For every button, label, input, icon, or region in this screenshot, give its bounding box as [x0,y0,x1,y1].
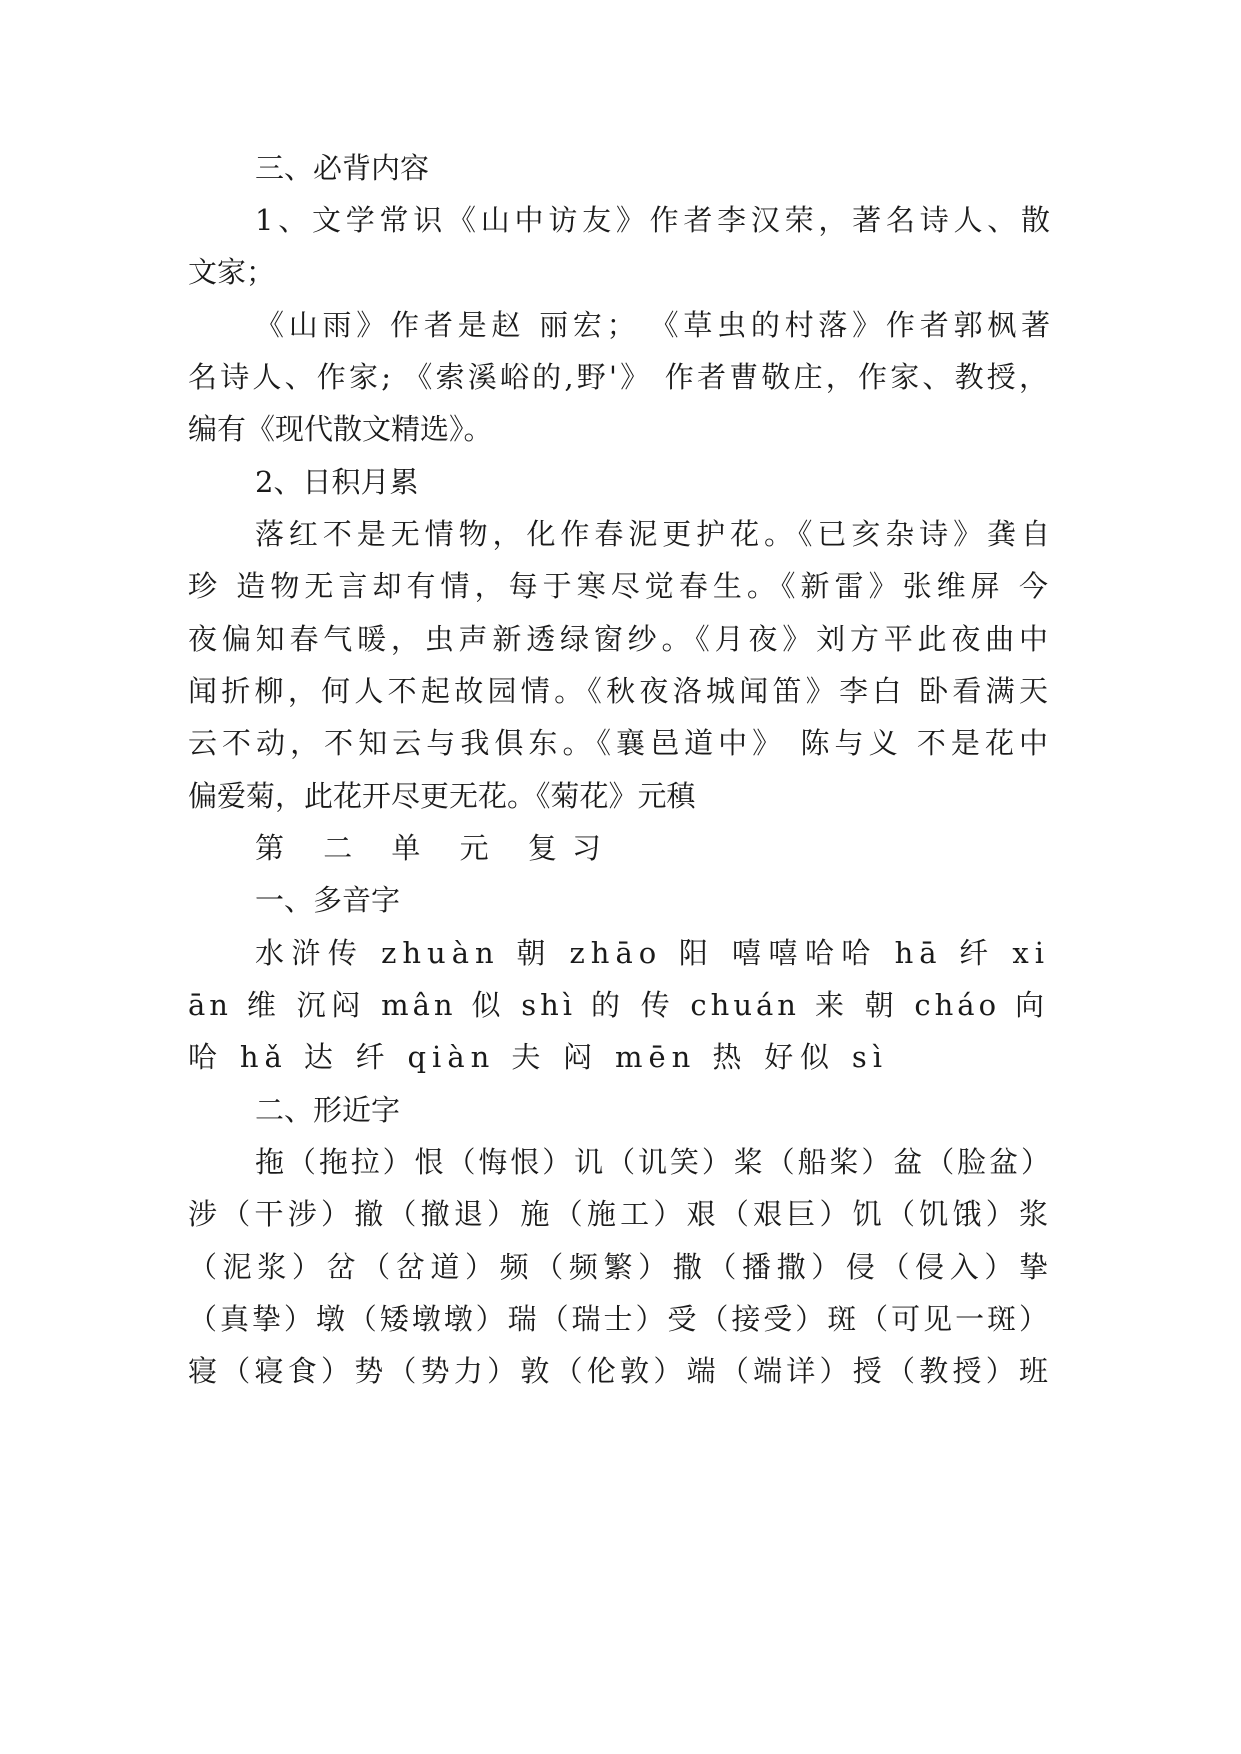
poem-line: 夜偏知春气暖，虫声新透绿窗纱。《月夜》刘方平此夜曲中 [188,622,1048,656]
section-heading-similar-characters: 二、形近字 [255,1093,401,1127]
section-heading-polyphones: 一、多音字 [255,883,401,917]
paragraph-line: 1、文学常识《山中访友》作者李汉荣，著名诗人、散 [255,203,1050,237]
poem-line: 落红不是无情物，化作春泥更护花。《已亥杂诗》龚自 [255,517,1050,551]
paragraph-line: 《山雨》作者是赵 丽宏； 《草虫的村落》作者郭枫著 [255,308,1050,342]
poem-line: 珍 造物无言却有情，每于寒尽觉春生。《新雷》张维屏 今 [188,569,1048,603]
unit-heading-review: 第 二 单 元 复习 [255,831,616,865]
paragraph-line: 文家； [188,255,276,289]
similar-characters-line: 拖（拖拉）恨（悔恨）讥（讥笑）桨（船桨）盆（脸盆） [255,1145,1050,1179]
paragraph-line: 名诗人、作家; 《索溪峪的,野'》 作者曹敬庄，作家、教授， [188,360,1048,394]
subsection-heading-daily-accumulation: 2、日积月累 [255,465,419,499]
similar-characters-line: （泥浆）岔（岔道）频（频繁）撒（播撒）侵（侵入）挚 [188,1250,1048,1284]
similar-characters-line: 寝（寝食）势（势力）敦（伦敦）端（端详）授（教授）班 [188,1354,1048,1388]
poem-line: 闻折柳，何人不起故园情。《秋夜洛城闻笛》李白 卧看满天 [188,674,1048,708]
polyphone-line: 哈 hǎ 达 纤 qiàn 夫 闷 mēn 热 好似 sì [188,1040,888,1074]
poem-line: 云不动，不知云与我俱东。《襄邑道中》 陈与义 不是花中 [188,726,1048,760]
paragraph-line: 编有《现代散文精选》。 [188,412,493,446]
section-heading-must-memorize: 三、必背内容 [255,151,430,185]
similar-characters-line: 涉（干涉）撤（撤退）施（施工）艰（艰巨）饥（饥饿）浆 [188,1197,1048,1231]
polyphone-line: ān 维 沉闷 mân 似 shì 的 传 chuán 来 朝 cháo 向 [188,988,1048,1022]
polyphone-line: 水浒传 zhuàn 朝 zhāo 阳 嘻嘻哈哈 hā 纤 xi [255,936,1050,970]
similar-characters-line: （真挚）墩（矮墩墩）瑞（瑞士）受（接受）斑（可见一斑） [188,1302,1048,1336]
poem-line: 偏爱菊，此花开尽更无花。《菊花》元稹 [188,779,696,813]
